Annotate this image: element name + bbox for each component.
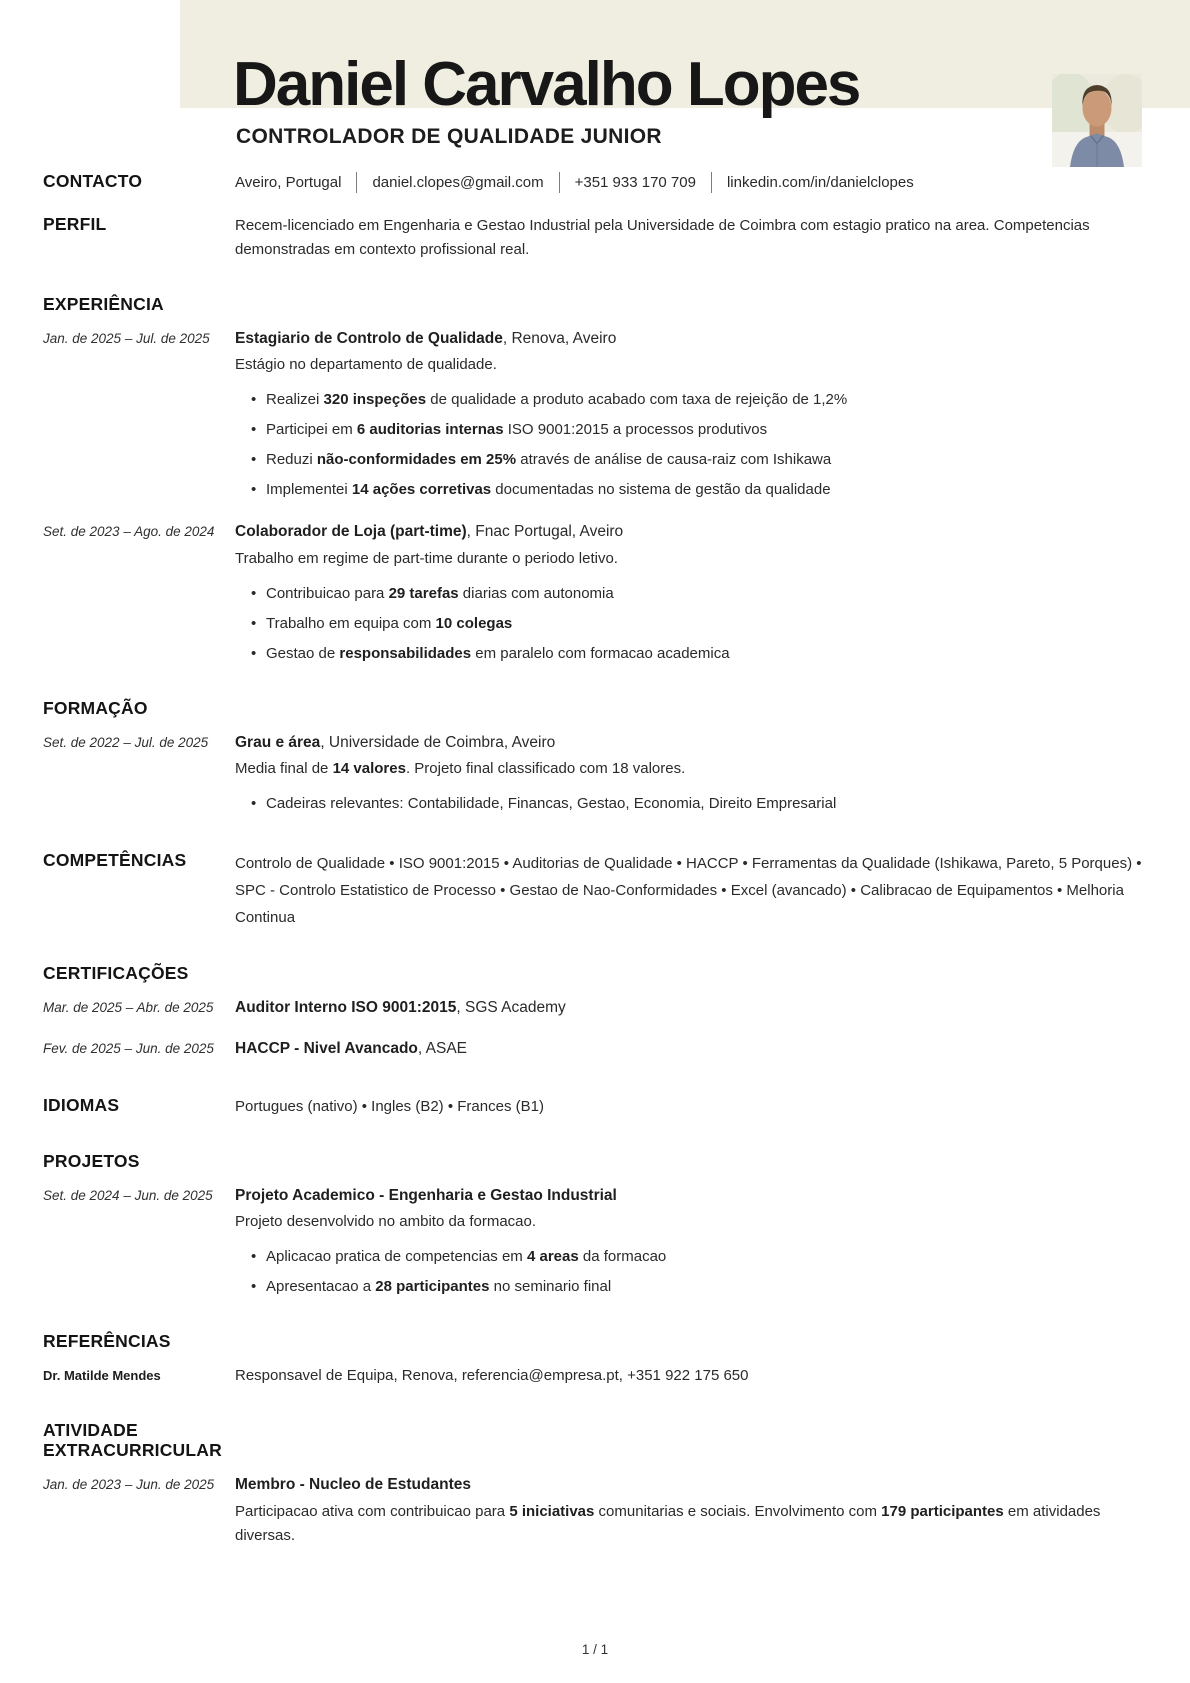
section-label-experiencia: EXPERIÊNCIA bbox=[43, 294, 164, 314]
entry-body bbox=[235, 731, 1147, 816]
entry-description: Projeto desenvolvido no ambito da formacao. bbox=[235, 1213, 537, 1230]
entry-date: Jan. de 2023 – Jun. de 2025 bbox=[43, 1477, 215, 1493]
section-perfil bbox=[0, 214, 1190, 262]
section-label-projetos: PROJETOS bbox=[43, 1150, 140, 1171]
contact-linkedin: linkedin.com/in/danielclopes bbox=[726, 174, 914, 191]
bullet-item: • Apresentacao a 28 participantes no seminario final bbox=[266, 1275, 1147, 1299]
section-header-atividade bbox=[0, 1420, 1190, 1460]
contact-location: Aveiro, Portugal bbox=[235, 174, 342, 191]
entry-body bbox=[235, 520, 1147, 665]
contact-separator bbox=[356, 172, 357, 193]
education-entry bbox=[0, 731, 1190, 816]
entry-title: Membro - Nucleo de Estudantes bbox=[235, 1476, 471, 1494]
entry-date: Fev. de 2025 – Jun. de 2025 bbox=[43, 1041, 214, 1057]
section-label-certificacoes: CERTIFICAÇÕES bbox=[43, 963, 189, 983]
section-header-formacao bbox=[0, 698, 1190, 718]
section-header-certificacoes bbox=[0, 963, 1190, 983]
perfil-text: Recem-licenciado em Engenharia e Gestao Industrial pela Universidade de Coimbra com estagio pratico na area. Competencias demonstradas em contexto profissional real. bbox=[235, 217, 1090, 258]
entry-title: Grau e área, Universidade de Coimbra, Aveiro bbox=[235, 733, 556, 751]
entry-body bbox=[235, 327, 1147, 502]
section-header-referencias bbox=[0, 1331, 1190, 1351]
bullet-item: • Realizei 320 inspeções de qualidade a produto acabado com taxa de rejeição de 1,2% bbox=[266, 388, 1147, 412]
section-label-referencias: REFERÊNCIAS bbox=[43, 1331, 171, 1351]
section-label-idiomas: IDIOMAS bbox=[43, 1094, 120, 1115]
entry-description: Estágio no departamento de qualidade. bbox=[235, 356, 497, 374]
entry-date: Set. de 2022 – Jul. de 2025 bbox=[43, 734, 209, 750]
bullet-item: • Reduzi não-conformidades em 25% através de análise de causa-raiz com Ishikawa bbox=[266, 448, 1147, 472]
entry-description: Trabalho em regime de part-time durante o periodo letivo. bbox=[235, 549, 618, 567]
bullet-list bbox=[235, 582, 1147, 666]
contact-separator bbox=[711, 172, 712, 193]
bullet-list bbox=[235, 792, 1147, 816]
section-competencias bbox=[0, 850, 1190, 931]
bullet-item: • Aplicacao pratica de competencias em 4 areas da formacao bbox=[266, 1245, 1147, 1269]
experience-entry bbox=[0, 520, 1190, 665]
bullet-item: • Implementei 14 ações corretivas documentadas no sistema de gestão da qualidade bbox=[266, 478, 1147, 502]
entry-title: HACCP - Nivel Avancado, ASAE bbox=[235, 1040, 468, 1058]
entry-date: Set. de 2023 – Ago. de 2024 bbox=[43, 524, 215, 540]
section-label-atividade: ATIVIDADE EXTRACURRICULAR bbox=[43, 1420, 222, 1461]
contact-phone: +351 933 170 709 bbox=[574, 174, 696, 191]
bullet-item: • Cadeiras relevantes: Contabilidade, Financas, Gestao, Economia, Direito Empresarial bbox=[266, 792, 1147, 816]
idiomas-text: Portugues (nativo) • Ingles (B2) • Frances (B1) bbox=[235, 1097, 544, 1115]
entry-title: Colaborador de Loja (part-time), Fnac Portugal, Aveiro bbox=[235, 523, 624, 541]
section-header-projetos bbox=[0, 1151, 1190, 1171]
section-header-experiencia bbox=[0, 294, 1190, 314]
entry-title: Estagiario de Controlo de Qualidade, Renova, Aveiro bbox=[235, 330, 617, 348]
section-label-perfil: PERFIL bbox=[43, 214, 107, 234]
section-label-contacto: CONTACTO bbox=[43, 171, 143, 191]
bullet-list bbox=[235, 1245, 1147, 1299]
activity-entry bbox=[0, 1473, 1190, 1547]
profile-photo bbox=[1052, 74, 1142, 167]
reference-entry bbox=[0, 1364, 1190, 1388]
section-label-competencias: COMPETÊNCIAS bbox=[43, 850, 187, 870]
contact-line bbox=[235, 171, 1147, 193]
bullet-list bbox=[235, 388, 1147, 502]
certification-entry bbox=[0, 1037, 1190, 1060]
entry-date: Mar. de 2025 – Abr. de 2025 bbox=[43, 1000, 214, 1016]
project-entry bbox=[0, 1184, 1190, 1299]
contact-separator bbox=[559, 172, 560, 193]
competencias-text: Controlo de Qualidade • ISO 9001:2015 • Auditorias de Qualidade • HACCP • Ferramentas da Qualidade (Ishikawa, Pareto, 5 Porques) • SPC - Controlo Estatistico de Processo • Gestao de Nao-Conformidades • Excel (avancado) • Calibracao de Equipamentos • Melhoria Continua bbox=[235, 855, 1142, 926]
contact-email: daniel.clopes@gmail.com bbox=[372, 174, 544, 191]
experience-entry bbox=[0, 327, 1190, 502]
entry-description: Media final de 14 valores. Projeto final classificado com 18 valores. bbox=[235, 760, 686, 777]
bullet-item: • Trabalho em equipa com 10 colegas bbox=[266, 612, 1147, 636]
reference-name: Dr. Matilde Mendes bbox=[43, 1368, 161, 1384]
section-contacto bbox=[0, 171, 1190, 193]
bullet-item: • Gestao de responsabilidades em paralelo com formacao academica bbox=[266, 642, 1147, 666]
reference-text: Responsavel de Equipa, Renova, referencia@empresa.pt, +351 922 175 650 bbox=[235, 1367, 749, 1385]
resume-content bbox=[0, 171, 1190, 1548]
entry-body bbox=[235, 1473, 1147, 1547]
entry-title: Auditor Interno ISO 9001:2015, SGS Academy bbox=[235, 999, 566, 1017]
candidate-title: CONTROLADOR DE QUALIDADE JUNIOR bbox=[236, 125, 662, 148]
entry-title: Projeto Academico - Engenharia e Gestao Industrial bbox=[235, 1186, 617, 1204]
entry-date: Jan. de 2025 – Jul. de 2025 bbox=[43, 331, 210, 347]
entry-description: Participacao ativa com contribuicao para 5 iniciativas comunitarias e sociais. Envolvimento com 179 participantes em atividades diversas. bbox=[235, 1502, 1101, 1544]
section-label-formacao: FORMAÇÃO bbox=[43, 697, 148, 718]
certification-entry bbox=[0, 996, 1190, 1019]
bullet-item: • Participei em 6 auditorias internas ISO 9001:2015 a processos produtivos bbox=[266, 418, 1147, 442]
entry-body bbox=[235, 1184, 1147, 1299]
candidate-name: Daniel Carvalho Lopes bbox=[233, 50, 860, 119]
section-idiomas bbox=[0, 1095, 1190, 1119]
profile-photo-image bbox=[1052, 74, 1142, 167]
bullet-item: • Contribuicao para 29 tarefas diarias com autonomia bbox=[266, 582, 1147, 606]
entry-date: Set. de 2024 – Jun. de 2025 bbox=[43, 1187, 213, 1203]
page-number: 1 / 1 bbox=[581, 1642, 609, 1657]
